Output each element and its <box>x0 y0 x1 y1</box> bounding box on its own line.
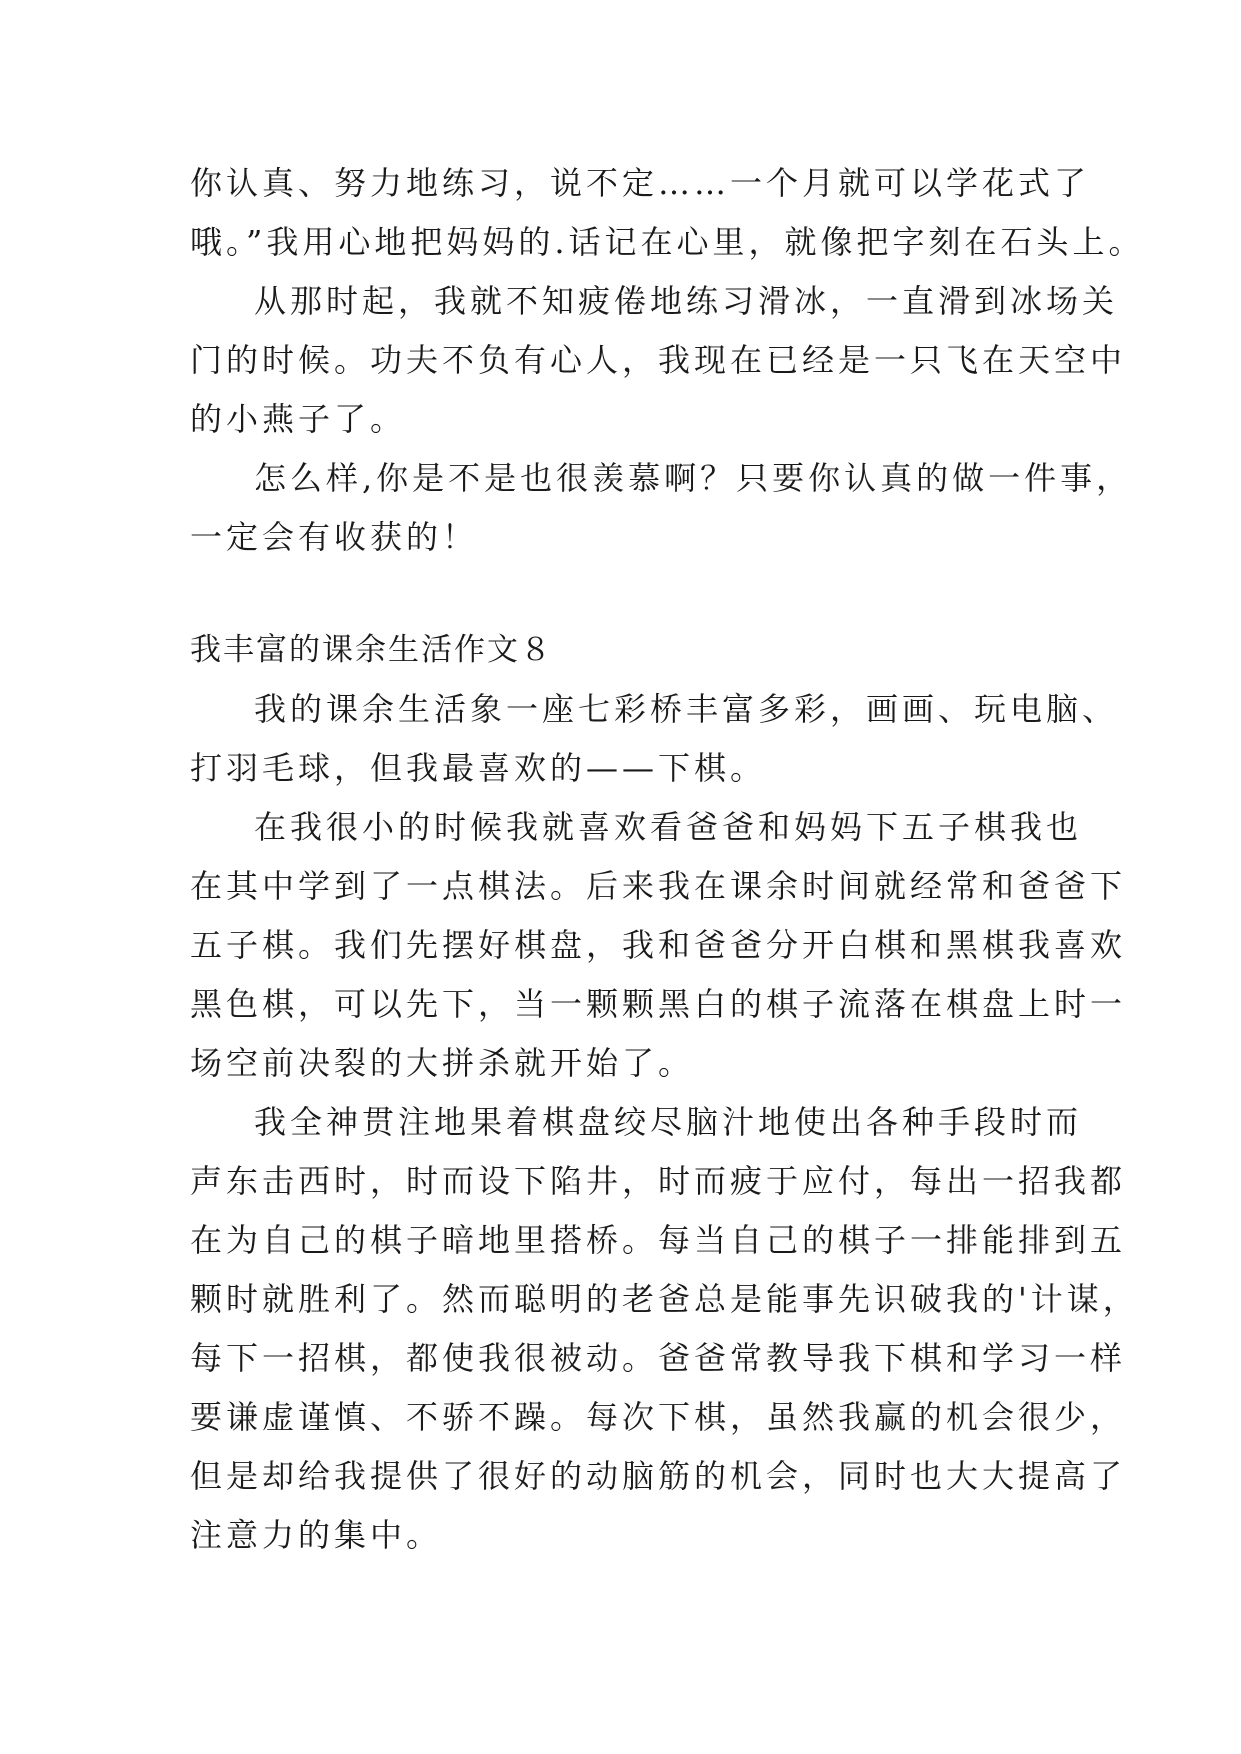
text-line: 注意力的集中。 <box>190 1516 443 1554</box>
text-line: 从那时起，我就不知疲倦地练习滑冰，一直滑到冰场关 <box>254 282 1119 320</box>
text-line: 在其中学到了一点棋法。后来我在课余时间就经常和爸爸下 <box>190 867 1127 905</box>
text-line: 但是却给我提供了很好的动脑筋的机会，同时也大大提高了 <box>190 1457 1127 1495</box>
text-line: 我全神贯注地果着棋盘绞尽脑汁地使出各种手段时而 <box>254 1103 1083 1141</box>
section-title: 我丰富的课余生活作文８ <box>190 632 553 668</box>
text-line: 每下一招棋，都使我很被动。爸爸常教导我下棋和学习一样 <box>190 1339 1127 1377</box>
text-line: 打羽毛球，但我最喜欢的——下棋。 <box>190 749 767 787</box>
text-line: 要谦虚谨慎、不骄不躁。每次下棋，虽然我赢的机会很少， <box>190 1398 1127 1436</box>
text-line: 门的时候。功夫不负有心人，我现在已经是一只飞在天空中 <box>190 341 1127 379</box>
text-line: 的小燕子了。 <box>190 400 407 438</box>
text-line: 哦。”我用心地把妈妈的.话记在心里，就像把字刻在石头上。 <box>190 223 1145 261</box>
text-line: 你认真、努力地练习，说不定……一个月就可以学花式了 <box>190 164 1091 202</box>
text-line: 黑色棋，可以先下，当一颗颗黑白的棋子流落在棋盘上时一 <box>190 985 1127 1023</box>
text-line: 在为自己的棋子暗地里搭桥。每当自己的棋子一排能排到五 <box>190 1221 1127 1259</box>
text-line: 场空前决裂的大拼杀就开始了。 <box>190 1044 695 1082</box>
text-line: 怎么样,你是不是也很羡慕啊？只要你认真的做一件事， <box>254 459 1133 497</box>
text-line: 我的课余生活象一座七彩桥丰富多彩，画画、玩电脑、 <box>254 690 1119 728</box>
text-line: 声东击西时，时而设下陷井，时而疲于应付，每出一招我都 <box>190 1162 1127 1200</box>
text-line: 五子棋。我们先摆好棋盘，我和爸爸分开白棋和黑棋我喜欢 <box>190 926 1127 964</box>
text-line: 一定会有收获的！ <box>190 518 479 556</box>
text-line: 在我很小的时候我就喜欢看爸爸和妈妈下五子棋我也 <box>254 808 1083 846</box>
text-line: 颗时就胜利了。然而聪明的老爸总是能事先识破我的'计谋， <box>190 1280 1139 1318</box>
